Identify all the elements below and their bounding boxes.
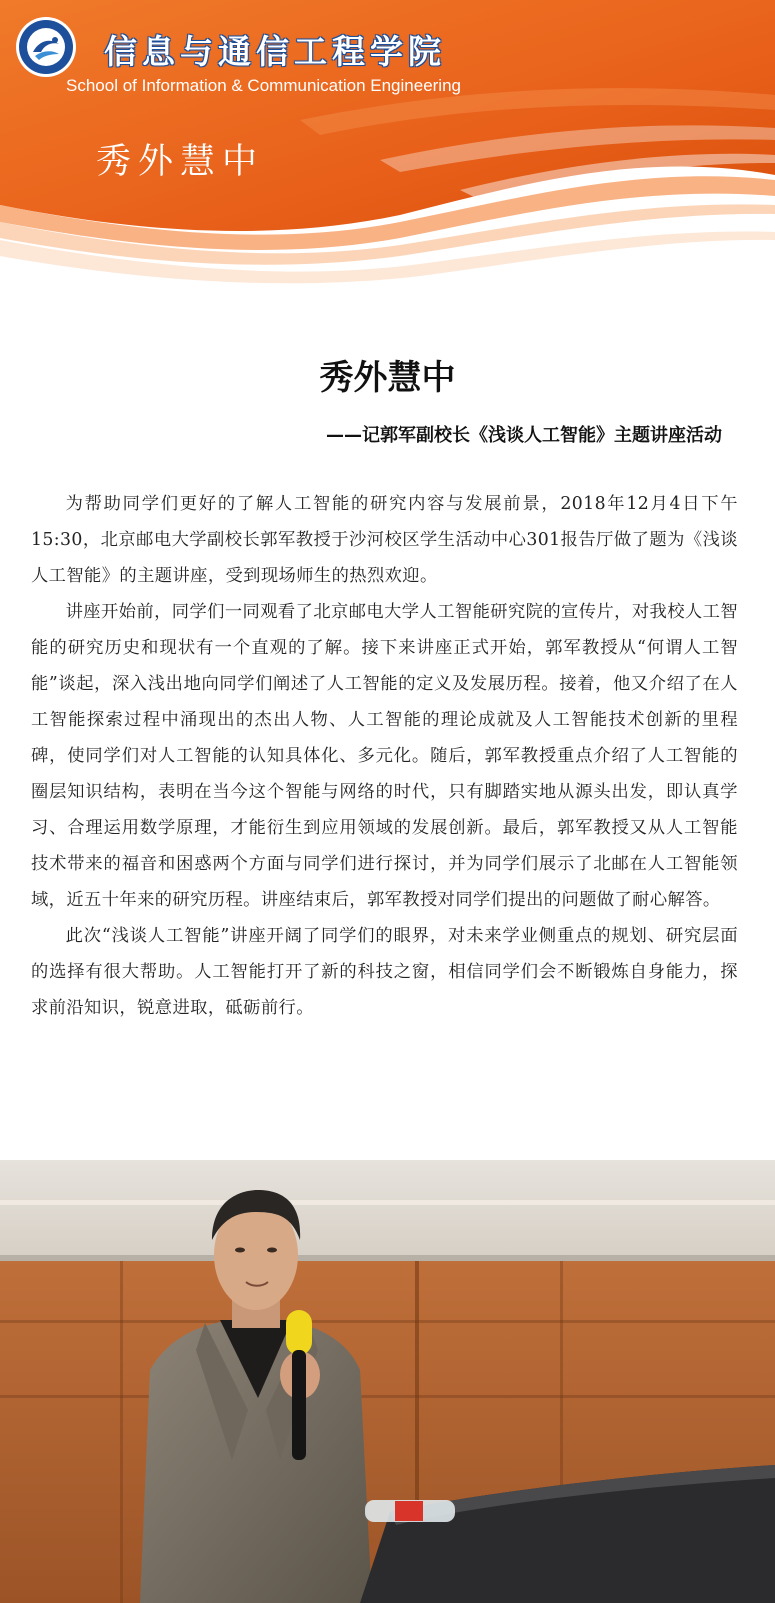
- college-name-en: School of Information & Communication Engineering: [66, 76, 461, 95]
- college-name-cn: 信息与通信工程学院: [104, 32, 446, 71]
- university-seal-icon: [15, 16, 77, 78]
- banner-slogan: 秀外慧中: [96, 142, 265, 182]
- header-banner: [0, 0, 775, 300]
- article-subtitle: ——记郭军副校长《浅谈人工智能》主题讲座活动: [326, 425, 722, 446]
- paragraph: 为帮助同学们更好的了解人工智能的研究内容与发展前景，2018年12月4日下午15:30，北京邮电大学副校长郭军教授于沙河校区学生活动中心301报告厅做了题为《浅谈人工智能》的主题讲座，受到现场师生的热烈欢迎。: [31, 494, 738, 586]
- paragraph: 此次“浅谈人工智能”讲座开阔了同学们的眼界，对未来学业侧重点的规划、研究层面的选择有很大帮助。人工智能打开了新的科技之窗，相信同学们会不断锻炼自身能力，探求前沿知识，锐意进取，砥砺前行。: [31, 926, 738, 1018]
- article-body: [31, 486, 738, 1026]
- article-title: 秀外慧中: [319, 358, 456, 398]
- speaker-at-podium-photo: [0, 1160, 775, 1603]
- paragraph: 讲座开始前，同学们一同观看了北京邮电大学人工智能研究院的宣传片，对我校人工智能的研究历史和现状有一个直观的了解。接下来讲座正式开始，郭军教授从“何谓人工智能”谈起，深入浅出地向同学们阐述了人工智能的定义及发展历程。接着，他又介绍了在人工智能探索过程中涌现出的杰出人物、人工智能的理论成就及人工智能技术创新的里程碑，使同学们对人工智能的认知具体化、多元化。随后，郭军教授重点介绍了人工智能的圈层知识结构，表明在当今这个智能与网络的时代，只有脚踏实地从源头出发，即认真学习、合理运用数学原理，才能衍生到应用领域的发展创新。最后，郭军教授又从人工智能技术带来的福音和困惑两个方面与同学们进行探讨，并为同学们展示了北邮在人工智能领域，近五十年来的研究历程。讲座结束后，郭军教授对同学们提出的问题做了耐心解答。: [31, 602, 738, 910]
